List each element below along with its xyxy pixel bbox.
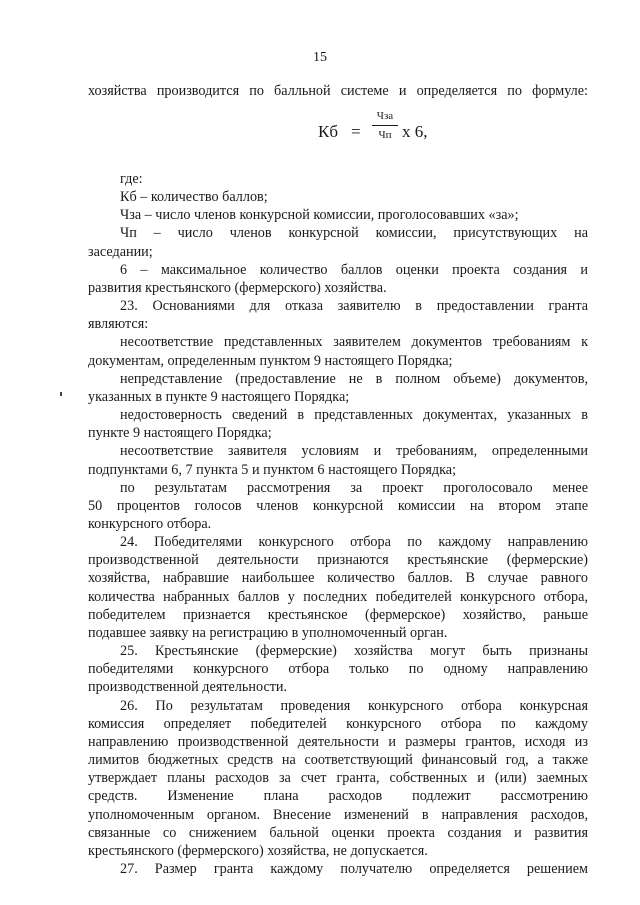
text-line: уполномоченным органом. Внесение изменений в направления расходов, (88, 807, 588, 823)
text-line: победителем признается крестьянское (фермерское) хозяйство, раньше (88, 607, 588, 623)
score-formula (318, 108, 438, 154)
text-line: производственной деятельности признаются крестьянские (фермерские) (88, 552, 588, 568)
margin-mark (60, 392, 62, 396)
text-line: хозяйства, набравшие наибольшее количество баллов. В случае равного (88, 570, 588, 586)
formula-lhs: Кб (318, 122, 338, 141)
text-line: пункте 9 настоящего Порядка; (88, 425, 272, 441)
text-line: Чп – число членов конкурсной комиссии, присутствующих на (120, 225, 588, 241)
text-line: крестьянского (фермерского) хозяйства, не допускается. (88, 843, 428, 859)
text-line: являются: (88, 316, 149, 332)
text-line: Кб – количество баллов; (120, 189, 268, 205)
text-line: указанных в пункте 9 настоящего Порядка; (88, 389, 350, 405)
text-line: подпунктами 6, 7 пункта 5 и пунктом 6 настоящего Порядка; (88, 462, 457, 478)
text-line: утверждает планы расходов за счет гранта, собственных и (или) заемных (88, 770, 588, 786)
text-line: 27. Размер гранта каждому получателю определяется решением (120, 861, 588, 877)
fraction-bar (372, 125, 398, 126)
text-line: 23. Основаниями для отказа заявителю в предоставлении гранта (120, 298, 588, 314)
text-line: подавшее заявку на регистрацию в уполномоченный орган. (88, 625, 448, 641)
text-line: 25. Крестьянские (фермерские) хозяйства могут быть признаны (120, 643, 588, 659)
formula-fraction (372, 110, 398, 141)
text-line: 24. Победителями конкурсного отбора по каждому направлению (120, 534, 588, 550)
text-line: несоответствие заявителя условиям и требованиям, определенными (120, 443, 588, 459)
formula-numerator: Чза (376, 110, 394, 122)
text-line: средств. Изменение плана расходов подлежит рассмотрению (88, 788, 588, 804)
text-line: количества набранных баллов у последних победителей конкурсного отбора, (88, 589, 588, 605)
text-line: непредставление (предоставление не в полном объеме) документов, (120, 371, 588, 387)
formula-equals: = (351, 122, 361, 141)
text-line: хозяйства производится по балльной системе и определяется по формуле: (88, 83, 588, 99)
text-line: конкурсного отбора. (88, 516, 212, 532)
text-line: направлению производственной деятельности и размеры грантов, исходя из (88, 734, 588, 750)
formula-multiplier: х 6, (402, 122, 428, 141)
text-line: развития крестьянского (фермерского) хозяйства. (88, 280, 387, 296)
text-line: несоответствие представленных заявителем документов требованиям к (120, 334, 588, 350)
text-line: где: (120, 171, 143, 187)
text-line: 26. По результатам проведения конкурсного отбора конкурсная (120, 698, 588, 714)
text-line: по результатам рассмотрения за проект проголосовало менее (120, 480, 588, 496)
text-line: связанные со снижением бальной оценки проекта создания и развития (88, 825, 588, 841)
text-line: Чза – число членов конкурсной комиссии, проголосовавших «за»; (120, 207, 519, 223)
text-line: производственной деятельности. (88, 679, 288, 695)
formula-denominator: Чп (378, 129, 392, 141)
text-line: документам, определенным пунктом 9 настоящего Порядка; (88, 353, 453, 369)
text-line: недостоверность сведений в представленных документах, указанных в (120, 407, 588, 423)
text-line: 50 процентов голосов членов конкурсной комиссии на втором этапе (88, 498, 588, 514)
text-line: заседании; (88, 244, 153, 260)
text-line: победителями конкурсного отбора только по одному направлению (88, 661, 588, 677)
text-line: 6 – максимальное количество баллов оценки проекта создания и (120, 262, 588, 278)
text-line: комиссия определяет победителей конкурсного отбора по каждому (88, 716, 588, 732)
text-line: лимитов бюджетных средств на соответствующий финансовый год, а также (88, 752, 588, 768)
page-number: 15 (313, 50, 327, 65)
